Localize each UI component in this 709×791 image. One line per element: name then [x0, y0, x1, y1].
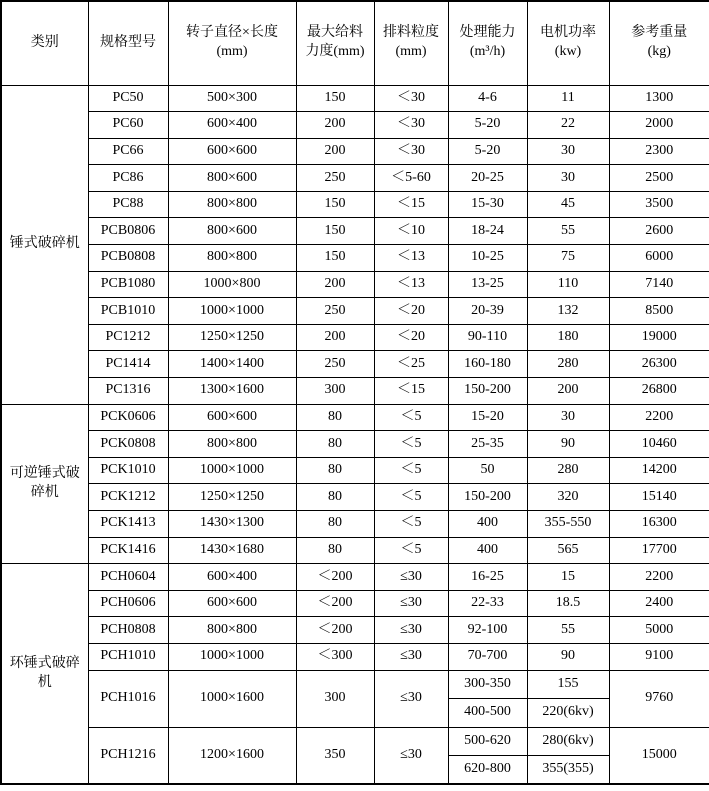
spec-row	[1, 484, 709, 511]
category-line: 环锤式破碎	[9, 655, 80, 671]
cell-capacity: 300-350	[448, 670, 527, 699]
cell-feed: 80	[296, 511, 374, 538]
cell-power: 355-550	[527, 511, 609, 538]
col-header-category-label: 类别	[30, 34, 59, 50]
cell-capacity: 50	[448, 457, 527, 484]
cell-rotor: 600×600	[168, 590, 296, 617]
col-header-model	[88, 1, 168, 85]
spec-row	[1, 564, 709, 591]
cell-capacity: 18-24	[448, 218, 527, 245]
cell-feed: 200	[296, 112, 374, 139]
cell-weight: 16300	[609, 511, 709, 538]
spec-row	[1, 324, 709, 351]
cell-weight: 2000	[609, 112, 709, 139]
cell-power: 280(6kv)	[527, 727, 609, 756]
cell-discharge: ＜5	[374, 511, 448, 538]
col-header-discharge	[374, 1, 448, 85]
cell-model: PC60	[88, 112, 168, 139]
cell-model: PC50	[88, 85, 168, 112]
cell-power: 320	[527, 484, 609, 511]
cell-feed: 200	[296, 271, 374, 298]
col-header-rotor	[168, 1, 296, 85]
cell-power: 90	[527, 431, 609, 458]
cell-model: PC1414	[88, 351, 168, 378]
cell-rotor: 1430×1300	[168, 511, 296, 538]
spec-row	[1, 298, 709, 325]
col-header-power-line1: 电机功率	[540, 25, 596, 41]
cell-model: PCK1212	[88, 484, 168, 511]
cell-capacity: 90-110	[448, 324, 527, 351]
cell-weight: 2200	[609, 564, 709, 591]
cell-feed: 80	[296, 484, 374, 511]
col-header-feed-line1: 最大给料	[307, 25, 363, 41]
spec-row	[1, 537, 709, 564]
cell-feed: ＜300	[296, 643, 374, 670]
cell-model: PCK1416	[88, 537, 168, 564]
cell-rotor: 1000×800	[168, 271, 296, 298]
cell-feed: 150	[296, 218, 374, 245]
cell-power: 30	[527, 165, 609, 192]
cell-feed: 200	[296, 324, 374, 351]
cell-rotor: 1250×1250	[168, 484, 296, 511]
cell-model: PCK1010	[88, 457, 168, 484]
cell-weight: 19000	[609, 324, 709, 351]
cell-rotor: 1000×1600	[168, 670, 296, 727]
spec-row	[1, 431, 709, 458]
cell-feed: 300	[296, 670, 374, 727]
cell-weight: 15000	[609, 727, 709, 784]
category-cell	[1, 85, 88, 404]
cell-rotor: 800×800	[168, 431, 296, 458]
category-cell	[1, 404, 88, 564]
cell-capacity: 92-100	[448, 617, 527, 644]
cell-capacity: 10-25	[448, 245, 527, 272]
cell-rotor: 1000×1000	[168, 643, 296, 670]
cell-power: 45	[527, 191, 609, 218]
cell-model: PCH1010	[88, 643, 168, 670]
cell-discharge: ＜15	[374, 378, 448, 405]
cell-rotor: 800×800	[168, 617, 296, 644]
cell-power: 90	[527, 643, 609, 670]
cell-power: 55	[527, 218, 609, 245]
cell-weight: 7140	[609, 271, 709, 298]
cell-capacity: 400-500	[448, 699, 527, 728]
cell-power: 30	[527, 138, 609, 165]
cell-capacity: 400	[448, 537, 527, 564]
col-header-weight-line2: (kg)	[647, 44, 671, 60]
category-line: 机	[37, 674, 52, 690]
cell-feed: ＜200	[296, 617, 374, 644]
cell-weight: 9100	[609, 643, 709, 670]
cell-feed: ＜200	[296, 564, 374, 591]
spec-row	[1, 670, 709, 699]
cell-rotor: 800×600	[168, 218, 296, 245]
cell-weight: 26300	[609, 351, 709, 378]
cell-feed: 200	[296, 138, 374, 165]
cell-capacity: 16-25	[448, 564, 527, 591]
cell-feed: 80	[296, 537, 374, 564]
col-header-power	[527, 1, 609, 85]
cell-feed: 150	[296, 85, 374, 112]
cell-model: PCH1016	[88, 670, 168, 727]
spec-row	[1, 617, 709, 644]
col-header-weight-line1: 参考重量	[631, 25, 688, 41]
cell-power: 220(6kv)	[527, 699, 609, 728]
cell-model: PC1316	[88, 378, 168, 405]
cell-capacity: 5-20	[448, 138, 527, 165]
cell-model: PCB0808	[88, 245, 168, 272]
cell-discharge: ＜20	[374, 324, 448, 351]
cell-capacity: 15-20	[448, 404, 527, 431]
cell-feed: 150	[296, 191, 374, 218]
cell-power: 355(355)	[527, 756, 609, 785]
cell-power: 22	[527, 112, 609, 139]
cell-weight: 6000	[609, 245, 709, 272]
col-header-capacity-line2: (m³/h)	[469, 44, 506, 60]
spec-row	[1, 245, 709, 272]
col-header-rotor-line2: (mm)	[216, 44, 248, 60]
cell-discharge: ≤30	[374, 564, 448, 591]
cell-capacity: 150-200	[448, 484, 527, 511]
cell-feed: ＜200	[296, 590, 374, 617]
col-header-discharge-line1: 排料粒度	[383, 25, 439, 41]
cell-feed: 80	[296, 431, 374, 458]
cell-capacity: 150-200	[448, 378, 527, 405]
cell-rotor: 1000×1000	[168, 457, 296, 484]
spec-row	[1, 590, 709, 617]
cell-discharge: ＜5	[374, 537, 448, 564]
cell-capacity: 160-180	[448, 351, 527, 378]
cell-rotor: 800×800	[168, 191, 296, 218]
spec-row	[1, 271, 709, 298]
col-header-feed	[296, 1, 374, 85]
cell-power: 200	[527, 378, 609, 405]
cell-feed: 80	[296, 404, 374, 431]
cell-weight: 9760	[609, 670, 709, 727]
cell-power: 132	[527, 298, 609, 325]
cell-power: 15	[527, 564, 609, 591]
cell-rotor: 1300×1600	[168, 378, 296, 405]
cell-rotor: 600×600	[168, 138, 296, 165]
header-row	[1, 1, 709, 85]
cell-capacity: 500-620	[448, 727, 527, 756]
category-line: 锤式破碎机	[9, 236, 80, 252]
cell-rotor: 1250×1250	[168, 324, 296, 351]
cell-discharge: ＜13	[374, 271, 448, 298]
cell-power: 18.5	[527, 590, 609, 617]
spec-row	[1, 85, 709, 112]
cell-discharge: ≤30	[374, 670, 448, 727]
cell-rotor: 1200×1600	[168, 727, 296, 784]
cell-power: 180	[527, 324, 609, 351]
cell-model: PCH1216	[88, 727, 168, 784]
cell-weight: 15140	[609, 484, 709, 511]
cell-weight: 2400	[609, 590, 709, 617]
cell-discharge: ＜5-60	[374, 165, 448, 192]
cell-weight: 1300	[609, 85, 709, 112]
cell-weight: 5000	[609, 617, 709, 644]
cell-discharge: ＜5	[374, 431, 448, 458]
cell-power: 30	[527, 404, 609, 431]
cell-capacity: 4-6	[448, 85, 527, 112]
cell-discharge: ≤30	[374, 727, 448, 784]
cell-power: 565	[527, 537, 609, 564]
cell-power: 280	[527, 351, 609, 378]
spec-row	[1, 351, 709, 378]
cell-model: PC1212	[88, 324, 168, 351]
cell-discharge: ≤30	[374, 643, 448, 670]
cell-power: 75	[527, 245, 609, 272]
cell-weight: 17700	[609, 537, 709, 564]
cell-capacity: 20-39	[448, 298, 527, 325]
cell-discharge: ＜5	[374, 457, 448, 484]
cell-discharge: ＜5	[374, 404, 448, 431]
cell-power: 11	[527, 85, 609, 112]
cell-discharge: ＜10	[374, 218, 448, 245]
category-line: 碎机	[30, 484, 59, 500]
spec-row	[1, 138, 709, 165]
cell-discharge: ＜25	[374, 351, 448, 378]
cell-model: PCB1080	[88, 271, 168, 298]
cell-rotor: 1000×1000	[168, 298, 296, 325]
cell-model: PCH0604	[88, 564, 168, 591]
cell-weight: 3500	[609, 191, 709, 218]
col-header-capacity	[448, 1, 527, 85]
cell-weight: 2600	[609, 218, 709, 245]
cell-model: PCH0606	[88, 590, 168, 617]
cell-feed: 250	[296, 165, 374, 192]
cell-feed: 350	[296, 727, 374, 784]
cell-capacity: 22-33	[448, 590, 527, 617]
spec-row	[1, 378, 709, 405]
cell-rotor: 1430×1680	[168, 537, 296, 564]
cell-weight: 14200	[609, 457, 709, 484]
cell-model: PCB1010	[88, 298, 168, 325]
cell-capacity: 15-30	[448, 191, 527, 218]
cell-model: PCK0606	[88, 404, 168, 431]
col-header-discharge-line2: (mm)	[395, 44, 427, 60]
cell-capacity: 70-700	[448, 643, 527, 670]
cell-rotor: 800×800	[168, 245, 296, 272]
cell-weight: 2300	[609, 138, 709, 165]
cell-power: 110	[527, 271, 609, 298]
col-header-capacity-line1: 处理能力	[459, 25, 516, 41]
col-header-category	[1, 1, 88, 85]
cell-feed: 300	[296, 378, 374, 405]
col-header-weight	[609, 1, 709, 85]
cell-feed: 150	[296, 245, 374, 272]
spec-row	[1, 511, 709, 538]
cell-weight: 26800	[609, 378, 709, 405]
spec-row	[1, 404, 709, 431]
col-header-rotor-line1: 转子直径×长度	[186, 25, 278, 41]
col-header-feed-line2: 力度(mm)	[305, 44, 365, 60]
cell-weight: 2500	[609, 165, 709, 192]
cell-discharge: ≤30	[374, 617, 448, 644]
cell-discharge: ＜30	[374, 138, 448, 165]
cell-model: PCK0808	[88, 431, 168, 458]
cell-model: PC86	[88, 165, 168, 192]
cell-discharge: ＜20	[374, 298, 448, 325]
category-line: 可逆锤式破	[9, 466, 80, 482]
spec-row	[1, 218, 709, 245]
cell-capacity: 13-25	[448, 271, 527, 298]
cell-capacity: 620-800	[448, 756, 527, 785]
cell-rotor: 600×400	[168, 564, 296, 591]
cell-power: 155	[527, 670, 609, 699]
cell-feed: 250	[296, 298, 374, 325]
cell-model: PC88	[88, 191, 168, 218]
cell-capacity: 25-35	[448, 431, 527, 458]
cell-rotor: 800×600	[168, 165, 296, 192]
spec-row	[1, 643, 709, 670]
spec-row	[1, 457, 709, 484]
cell-model: PCB0806	[88, 218, 168, 245]
cell-power: 55	[527, 617, 609, 644]
cell-feed: 250	[296, 351, 374, 378]
cell-rotor: 500×300	[168, 85, 296, 112]
cell-discharge: ≤30	[374, 590, 448, 617]
cell-discharge: ＜5	[374, 484, 448, 511]
cell-weight: 10460	[609, 431, 709, 458]
cell-model: PCH0808	[88, 617, 168, 644]
cell-feed: 80	[296, 457, 374, 484]
cell-discharge: ＜30	[374, 112, 448, 139]
cell-rotor: 600×400	[168, 112, 296, 139]
category-cell	[1, 564, 88, 784]
spec-row	[1, 727, 709, 756]
spec-row	[1, 165, 709, 192]
cell-model: PCK1413	[88, 511, 168, 538]
col-header-model-label: 规格型号	[100, 34, 156, 50]
cell-weight: 2200	[609, 404, 709, 431]
cell-discharge: ＜30	[374, 85, 448, 112]
cell-rotor: 600×600	[168, 404, 296, 431]
cell-rotor: 1400×1400	[168, 351, 296, 378]
cell-discharge: ＜15	[374, 191, 448, 218]
cell-model: PC66	[88, 138, 168, 165]
col-header-power-line2: (kw)	[554, 44, 582, 60]
cell-capacity: 20-25	[448, 165, 527, 192]
spec-row	[1, 191, 709, 218]
cell-discharge: ＜13	[374, 245, 448, 272]
cell-power: 280	[527, 457, 609, 484]
cell-weight: 8500	[609, 298, 709, 325]
cell-capacity: 5-20	[448, 112, 527, 139]
cell-capacity: 400	[448, 511, 527, 538]
spec-row	[1, 112, 709, 139]
